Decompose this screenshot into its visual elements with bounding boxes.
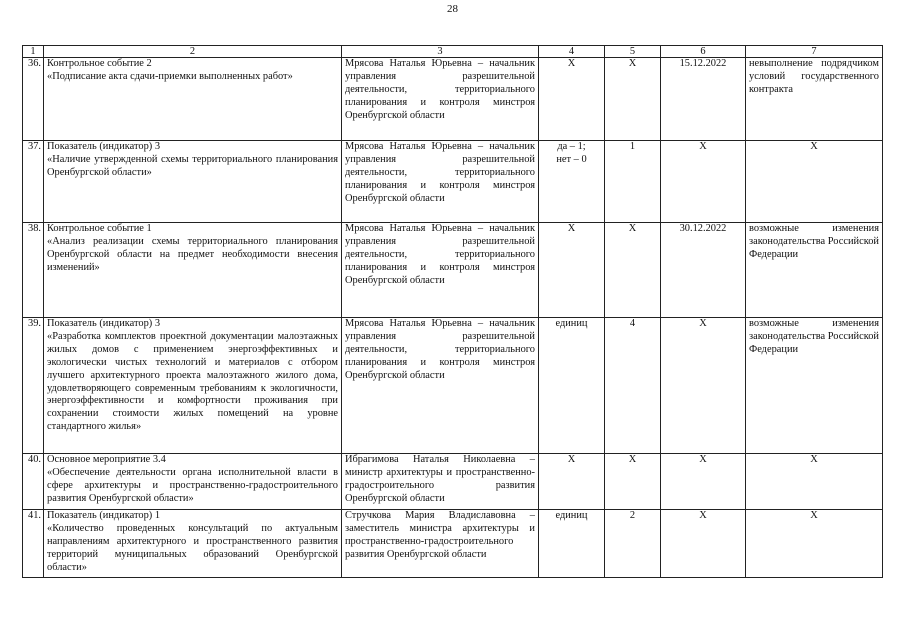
unit-cell: Х (539, 58, 605, 141)
unit-cell: единиц (539, 510, 605, 578)
risk-cell: невыполнение подрядчиком условий государственного контракта (746, 58, 883, 141)
unit-cell: да – 1; нет – 0 (539, 141, 605, 223)
measure-cell (44, 141, 342, 223)
risk-cell: Х (746, 510, 883, 578)
header-cell: 7 (746, 46, 883, 58)
header-row (23, 46, 883, 58)
value-cell: Х (605, 454, 661, 510)
responsible-cell: Мрясова Наталья Юрьевна – начальник управления разрешительной деятельности, территориального планирования и контроля минстроя Оренбургской области (342, 141, 539, 223)
responsible-cell: Мрясова Наталья Юрьевна – начальник управления разрешительной деятельности, территориального планирования и контроля минстроя Оренбургской области (342, 58, 539, 141)
table-row (23, 141, 883, 223)
unit-cell: Х (539, 454, 605, 510)
row-number: 37. (23, 141, 44, 223)
unit-cell: единиц (539, 318, 605, 454)
row-number: 40. (23, 454, 44, 510)
measure-description: «Разработка комплектов проектной документации малоэтажных жилых домов с применением энергоэффективных и экологически чистых технологий и материалов с отбором лучшего архитектурного проекта малоэтажного жилого дома, удовлетворяющего современным требованиям к экологичности, энергоэффективности и комфортности проживания при сохранении стоимости жилых помещений на уровне стандартного жилья» (47, 330, 338, 433)
measure-title: Показатель (индикатор) 1 (47, 510, 161, 521)
header-cell: 5 (605, 46, 661, 58)
responsible-cell: Стручкова Мария Владиславовна – заместитель министра архитектуры и пространственно-градостроительного развития Оренбургской области (342, 510, 539, 578)
date-cell: Х (661, 141, 746, 223)
header-cell: 6 (661, 46, 746, 58)
measure-title: Контрольное событие 2 (47, 58, 152, 69)
header-cell: 3 (342, 46, 539, 58)
measure-description: «Анализ реализации схемы территориального планирования Оренбургской области на предмет необходимости внесения изменений» (47, 235, 338, 273)
measure-title: Основное мероприятие 3.4 (47, 454, 166, 465)
measure-description: «Количество проведенных консультаций по актуальным направлениям архитектурного и пространственного развития территорий муниципальных образований Оренбургской области» (47, 522, 338, 573)
measure-cell (44, 510, 342, 578)
date-cell: 15.12.2022 (661, 58, 746, 141)
row-number: 38. (23, 223, 44, 318)
date-cell: Х (661, 318, 746, 454)
header-cell: 2 (44, 46, 342, 58)
measure-title: Показатель (индикатор) 3 (47, 141, 161, 152)
risk-cell: возможные изменения законодательства Российской Федерации (746, 318, 883, 454)
measure-title: Контрольное событие 1 (47, 223, 152, 234)
value-cell: Х (605, 58, 661, 141)
date-cell: Х (661, 510, 746, 578)
table-row (23, 223, 883, 318)
table-row (23, 510, 883, 578)
responsible-cell: Ибрагимова Наталья Николаевна – министр архитектуры и пространственно-градостроительного развития Оренбургской области (342, 454, 539, 510)
unit-cell: Х (539, 223, 605, 318)
measure-description: «Подписание акта сдачи-приемки выполненных работ» (47, 70, 293, 82)
risk-cell: возможные изменения законодательства Российской Федерации (746, 223, 883, 318)
header-cell: 4 (539, 46, 605, 58)
header-cell: 1 (23, 46, 44, 58)
measure-cell (44, 223, 342, 318)
row-number: 39. (23, 318, 44, 454)
measures-table (22, 45, 883, 578)
responsible-cell: Мрясова Наталья Юрьевна – начальник управления разрешительной деятельности, территориального планирования и контроля минстроя Оренбургской области (342, 223, 539, 318)
responsible-cell: Мрясова Наталья Юрьевна – начальник управления разрешительной деятельности, территориального планирования и контроля минстроя Оренбургской области (342, 318, 539, 454)
date-cell: 30.12.2022 (661, 223, 746, 318)
page-number: 28 (447, 3, 458, 15)
risk-cell: Х (746, 141, 883, 223)
row-number: 41. (23, 510, 44, 578)
value-cell: 1 (605, 141, 661, 223)
value-cell: 4 (605, 318, 661, 454)
table-row (23, 318, 883, 454)
date-cell: Х (661, 454, 746, 510)
measure-cell (44, 58, 342, 141)
measure-title: Показатель (индикатор) 3 (47, 318, 161, 329)
value-cell: Х (605, 223, 661, 318)
measure-description: «Обеспечение деятельности органа исполнительной власти в сфере архитектуры и пространственно-градостроительного развития Оренбургской области» (47, 466, 338, 504)
table-row (23, 58, 883, 141)
value-cell: 2 (605, 510, 661, 578)
row-number: 36. (23, 58, 44, 141)
measure-description: «Наличие утвержденной схемы территориального планирования Оренбургской области» (47, 153, 338, 178)
risk-cell: Х (746, 454, 883, 510)
table-row (23, 454, 883, 510)
measure-cell (44, 318, 342, 454)
measure-cell (44, 454, 342, 510)
